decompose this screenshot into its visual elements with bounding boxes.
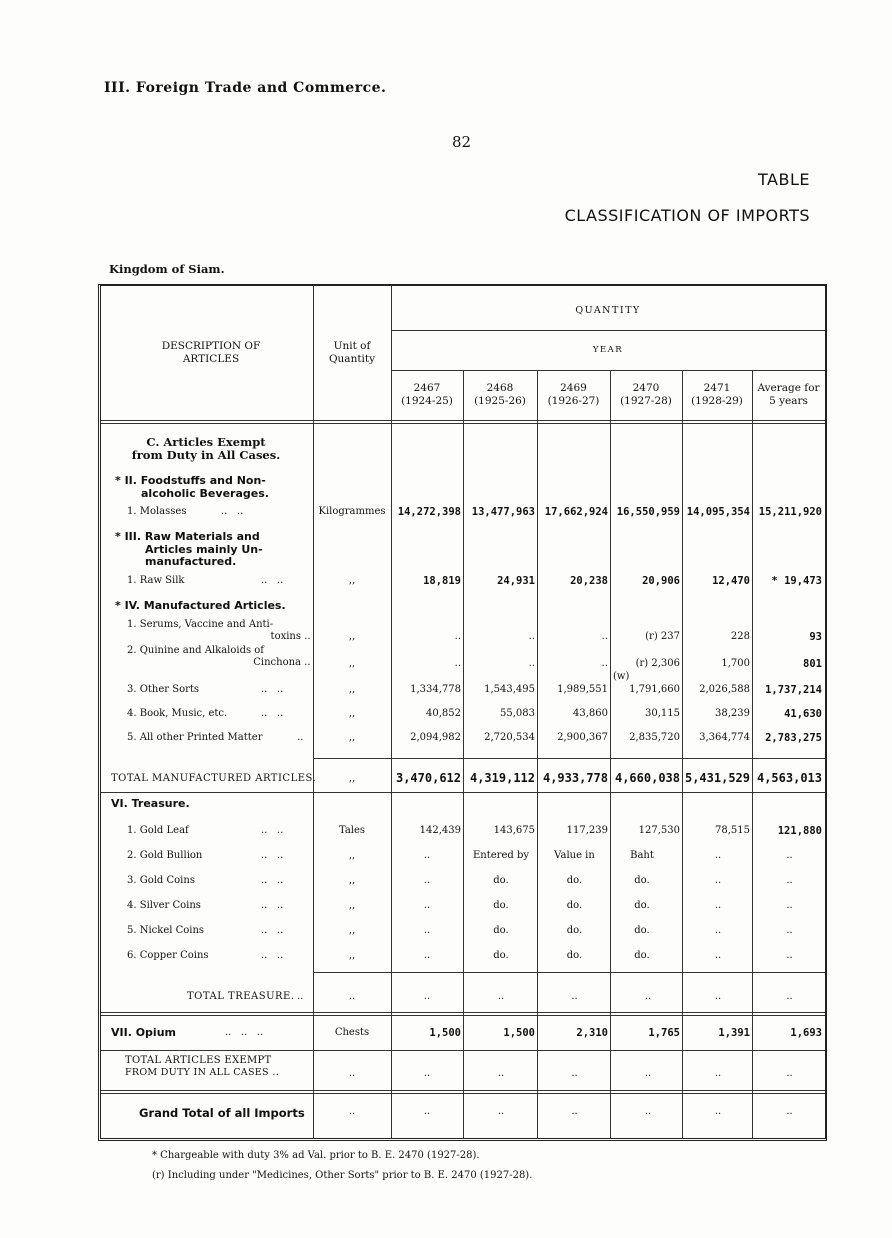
row-label-silver-coins: 4. Silver Coins [127,900,201,911]
value-grand-total-avg: .. [786,1106,793,1117]
value-quinine-2469: .. [601,658,608,669]
table-label: TABLE [758,170,810,189]
year-col-2470: 2470 (1927-28) [620,382,672,407]
unit-raw-silk: ,, [348,575,356,586]
value-raw-silk-2470: 20,906 [642,575,680,587]
row-label-printed-matter: 5. All other Printed Matter [127,732,263,743]
value-gold-bullion-2468: Entered by [472,850,529,861]
kingdom-label: Kingdom of Siam. [109,262,225,276]
value-molasses-2468: 13,477,963 [471,506,535,518]
value-other-sorts-2468: 1,543,495 [484,684,535,695]
value-total-exempt-2471: .. [714,1068,722,1079]
year-col-2468: 2468 (1925-26) [474,382,526,407]
value-raw-silk-2468: 24,931 [497,575,535,587]
year-col-2469: 2469 (1926-27) [547,382,600,407]
value-serums-2467: .. [454,631,461,642]
unit-printed-matter: ,, [348,732,356,743]
value-printed-2467: 2,094,982 [410,732,461,743]
value-printed-avg: 2,783,275 [765,732,822,744]
value-gold-bullion-2469: Value in [554,850,595,861]
note-w: (w) [613,671,630,682]
leader-dots: .. .. [261,950,284,961]
imports-table [98,284,827,1141]
value-molasses-2467: 14,272,398 [397,506,461,518]
value-raw-silk-2469: 20,238 [570,575,608,587]
value-nickel-coins-avg: .. [786,925,793,936]
year-col-average: Average for 5 years [757,382,820,407]
leader-dots: .. .. [261,850,284,861]
section-vi-heading: VI. Treasure. [111,797,190,810]
value-silver-coins-2468: do. [493,900,509,911]
unit-nickel-coins: ,, [348,925,356,936]
unit-other-sorts: ,, [348,684,356,695]
value-gold-bullion-avg: .. [786,850,793,861]
row-label-gold-bullion: 2. Gold Bullion [127,850,203,861]
leader-dots: .. .. [261,925,284,936]
value-gold-leaf-avg: 121,880 [777,825,822,837]
description-header: DESCRIPTION OF ARTICLES [161,340,261,365]
value-quinine-2471: 1,700 [721,658,750,669]
value-gold-leaf-2470: 127,530 [638,825,680,836]
value-total-exempt-avg: .. [786,1068,793,1079]
value-total-manufactured-avg: 4,563,013 [756,771,822,785]
value-molasses-2469: 17,662,924 [544,506,608,518]
value-total-treasure-avg: .. [786,991,793,1002]
unit-total-treasure: .. [348,991,356,1002]
leader-dots: .. .. .. [225,1027,264,1038]
value-gold-coins-2470: do. [634,875,650,886]
leader-dots: .. .. [261,875,284,886]
value-silver-coins-2471: .. [714,900,722,911]
page-number: 82 [452,133,472,151]
value-silver-coins-2469: do. [566,900,583,911]
unit-header: Unit of Quantity [328,340,376,365]
value-quinine-2468: .. [528,658,535,669]
leader-dots: .. .. [261,825,284,836]
row-label-gold-coins: 3. Gold Coins [127,875,195,886]
section-ii-heading: * II. Foodstuffs and Non- alcoholic Beverages. [115,474,269,500]
value-copper-coins-2471: .. [714,950,722,961]
value-total-manufactured-2469: 4,933,778 [542,771,608,785]
value-total-exempt-2467: .. [423,1068,431,1079]
value-other-sorts-2469: 1,989,551 [557,684,608,695]
row-label-book-music: 4. Book, Music, etc. [127,708,228,719]
unit-book-music: ,, [348,708,356,719]
value-book-music-2468: 55,083 [500,708,535,719]
value-nickel-coins-2471: .. [714,925,722,936]
year-col-2471: 2471 (1928-29) [691,382,743,407]
row-label-raw-silk: 1. Raw Silk [127,575,185,586]
value-total-exempt-2468: .. [497,1068,505,1079]
value-book-music-2471: 38,239 [715,708,750,719]
year-col-2467: 2467 (1924-25) [401,382,453,407]
unit-total-exempt: .. [348,1068,356,1079]
value-gold-leaf-2469: 117,239 [566,825,608,836]
value-serums-avg: 93 [809,631,822,643]
unit-gold-coins: ,, [348,875,356,886]
value-opium-2468: 1,500 [503,1027,535,1039]
unit-silver-coins: ,, [348,900,356,911]
value-grand-total-2471: .. [714,1106,722,1117]
value-printed-2471: 3,364,774 [699,732,750,743]
value-total-manufactured-2470: 4,660,038 [614,771,680,785]
value-gold-coins-avg: .. [786,875,793,886]
value-silver-coins-avg: .. [786,900,793,911]
footnote-chargeable: * Chargeable with duty 3% ad Val. prior to B. E. 2470 (1927-28). [152,1150,480,1161]
value-gold-leaf-2471: 78,515 [715,825,750,836]
value-molasses-avg: 15,211,920 [758,506,822,518]
unit-opium: Chests [334,1027,370,1038]
value-book-music-2469: 43,860 [573,708,608,719]
value-gold-coins-2469: do. [566,875,583,886]
leader-dots: .. .. [261,900,284,911]
leader-dots: .. .. [221,506,244,517]
unit-total-manufactured: ,, [348,773,356,784]
section-title: III. Foreign Trade and Commerce. [104,80,387,96]
value-opium-2471: 1,391 [718,1027,750,1039]
value-copper-coins-avg: .. [786,950,793,961]
value-grand-total-2469: .. [571,1106,578,1117]
leader-dots: .. [297,732,304,743]
value-molasses-2470: 16,550,959 [616,506,680,518]
unit-copper-coins: ,, [348,950,356,961]
value-copper-coins-2470: do. [634,950,650,961]
value-total-manufactured-2467: 3,470,612 [395,771,461,785]
unit-serums: ,, [348,631,356,642]
value-gold-coins-2467: .. [423,875,431,886]
value-serums-2468: .. [528,631,535,642]
row-label-grand-total: Grand Total of all Imports [139,1106,305,1120]
value-gold-bullion-2470: Baht [630,850,654,861]
value-nickel-coins-2468: do. [493,925,509,936]
row-label-opium: VII. Opium [111,1026,176,1039]
value-total-treasure-2469: .. [571,991,578,1002]
value-serums-2471: 228 [730,631,750,642]
row-label-other-sorts: 3. Other Sorts [127,684,200,695]
value-gold-leaf-2468: 143,675 [493,825,535,836]
value-gold-bullion-2471: .. [714,850,722,861]
leader-dots: .. .. [261,684,284,695]
value-silver-coins-2470: do. [634,900,650,911]
row-label-serums: 1. Serums, Vaccine and Anti- toxins .. [127,619,311,642]
value-quinine-avg: 801 [803,658,822,670]
value-gold-coins-2471: .. [714,875,722,886]
section-iv-heading: * IV. Manufactured Articles. [115,599,286,612]
table-title: CLASSIFICATION OF IMPORTS [564,206,810,225]
value-total-exempt-2470: .. [644,1068,652,1079]
value-total-treasure-2470: .. [644,991,652,1002]
value-book-music-avg: 41,630 [784,708,822,720]
row-label-total-manufactured: TOTAL MANUFACTURED ARTICLES. [111,773,317,784]
value-total-treasure-2467: .. [423,991,431,1002]
footnote-r: (r) Including under "Medicines, Other Sorts" prior to B. E. 2470 (1927-28). [152,1170,533,1181]
value-opium-2470: 1,765 [648,1027,680,1039]
value-nickel-coins-2469: do. [566,925,583,936]
value-raw-silk-2467: 18,819 [423,575,461,587]
value-grand-total-2468: .. [497,1106,505,1117]
value-book-music-2470: 30,115 [645,708,680,719]
section-iii-heading: * III. Raw Materials and Articles mainly Un- manufactured. [115,530,263,568]
value-other-sorts-2467: 1,334,778 [410,684,461,695]
value-total-exempt-2469: .. [571,1068,578,1079]
unit-gold-bullion: ,, [348,850,356,861]
value-grand-total-2467: .. [423,1106,431,1117]
row-label-molasses: 1. Molasses [127,506,187,517]
value-copper-coins-2468: do. [493,950,509,961]
value-other-sorts-2470: 1,791,660 [629,684,680,695]
leader-dots: .. [297,991,304,1002]
value-opium-avg: 1,693 [790,1027,822,1039]
value-serums-2469: .. [601,631,608,642]
quantity-header: QUANTITY [575,305,641,316]
value-copper-coins-2467: .. [423,950,431,961]
value-total-treasure-2468: .. [497,991,505,1002]
row-label-copper-coins: 6. Copper Coins [127,950,209,961]
value-total-manufactured-2471: 5,431,529 [684,771,750,785]
value-serums-2470: (r) 237 [645,631,680,642]
value-printed-2470: 2,835,720 [629,732,680,743]
value-gold-bullion-2467: .. [423,850,431,861]
value-raw-silk-2471: 12,470 [712,575,750,587]
value-silver-coins-2467: .. [423,900,431,911]
leader-dots: .. .. [261,575,284,586]
row-label-total-treasure: TOTAL TREASURE. [187,991,295,1002]
value-quinine-2467: .. [454,658,461,669]
value-printed-2469: 2,900,367 [557,732,608,743]
row-label-gold-leaf: 1. Gold Leaf [127,825,189,836]
value-quinine-2470: (r) 2,306 [635,658,680,669]
year-header: YEAR [592,345,624,355]
value-gold-leaf-2467: 142,439 [419,825,461,836]
value-nickel-coins-2470: do. [634,925,650,936]
value-molasses-2471: 14,095,354 [686,506,750,518]
unit-gold-leaf: Tales [338,825,366,836]
value-opium-2467: 1,500 [429,1027,461,1039]
value-total-treasure-2471: .. [714,991,722,1002]
value-copper-coins-2469: do. [566,950,583,961]
value-book-music-2467: 40,852 [426,708,461,719]
leader-dots: .. .. [261,708,284,719]
value-gold-coins-2468: do. [493,875,509,886]
value-grand-total-2470: .. [644,1106,652,1117]
value-raw-silk-avg: * 19,473 [771,575,822,587]
value-other-sorts-avg: 1,737,214 [765,684,822,696]
row-label-quinine: 2. Quinine and Alkaloids of Cinchona .. [127,645,311,668]
row-label-total-exempt: TOTAL ARTICLES EXEMPT FROM DUTY IN ALL CASES .. [125,1055,280,1078]
value-nickel-coins-2467: .. [423,925,431,936]
value-other-sorts-2471: 2,026,588 [699,684,750,695]
section-c-heading: C. Articles Exempt from Duty in All Cases. [131,435,281,462]
unit-molasses: Kilogrammes [318,506,386,517]
unit-quinine: ,, [348,658,356,669]
value-printed-2468: 2,720,534 [484,732,535,743]
row-label-nickel-coins: 5. Nickel Coins [127,925,205,936]
value-total-manufactured-2468: 4,319,112 [469,771,535,785]
unit-grand-total: .. [348,1106,356,1117]
value-opium-2469: 2,310 [576,1027,608,1039]
